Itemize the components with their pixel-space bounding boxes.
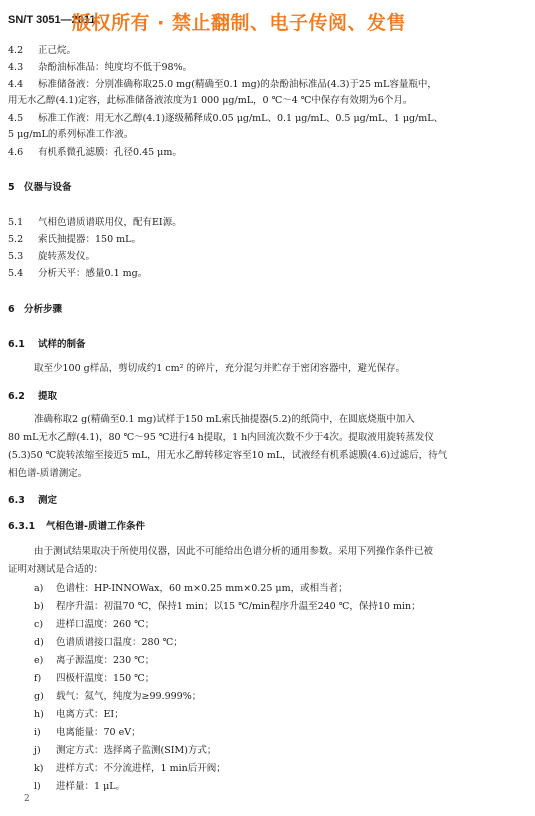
- page-number: 2: [24, 794, 30, 804]
- clause-4-2: 4.2 正己烷。: [8, 45, 77, 56]
- clause-5-2: 5.2 索氏抽提器：150 mL。: [8, 234, 141, 245]
- clause-5-1: 5.1 气相色谱质谱联用仪，配有EI源。: [8, 217, 182, 228]
- condition-item: j) 测定方式：选择离子监测(SIM)方式；: [34, 745, 217, 756]
- copyright-watermark: 版权所有 · 禁止翻制、电子传阅、发售: [72, 12, 406, 34]
- condition-item: c) 进样口温度：260 ℃；: [34, 619, 155, 630]
- standard-number: SN/T 3051—2011: [8, 14, 96, 26]
- section-6-3-heading: 6.3 测定: [8, 495, 58, 506]
- condition-item: h) 电离方式：EI；: [34, 709, 124, 720]
- clause-4-5: 4.5 标准工作液：用无水乙醇(4.1)逐级稀释成0.05 μg/mL、0.1 μg/mL、0.5 μg/mL、1 μg/mL、: [8, 113, 444, 124]
- clause-4-4-cont: 用无水乙醇(4.1)定容，此标准储备液浓度为1 000 μg/mL，0 ℃～4 ℃中保存有效期为6个月。: [8, 95, 413, 106]
- section-6-2-heading: 6.2 提取: [8, 391, 58, 402]
- clause-4-3: 4.3 杂酚油标准品：纯度均不低于98%。: [8, 62, 193, 73]
- section-6-2-line-3: (5.3)50 ℃旋转浓缩至接近5 mL，用无水乙醇转移定容至10 mL，试液经有机系滤膜(4.6)过滤后，待气: [8, 450, 448, 461]
- section-6-2-line-1: 准确称取2 g(精确至0.1 mg)试样于150 mL索氏抽提器(5.2)的纸筒中，在圆底烧瓶中加入: [34, 414, 415, 425]
- section-6-1-heading: 6.1 试样的制备: [8, 339, 86, 350]
- condition-item: l) 进样量：1 μL。: [34, 781, 126, 792]
- condition-item: e) 离子源温度：230 ℃；: [34, 655, 155, 666]
- section-6-2-line-2: 80 mL无水乙醇(4.1)，80 ℃～95 ℃进行4 h提取，1 h内回流次数不少于4次。提取液用旋转蒸发仪: [8, 432, 434, 443]
- section-6-heading: 6 分析步骤: [8, 304, 63, 315]
- condition-item: k) 进样方式：不分流进样，1 min后开阀；: [34, 763, 226, 774]
- clause-5-3: 5.3 旋转蒸发仪。: [8, 251, 96, 262]
- section-6-3-1-heading: 6.3.1 气相色谱-质谱工作条件: [8, 521, 145, 532]
- condition-item: f) 四极杆温度：150 ℃；: [34, 673, 155, 684]
- clause-4-4: 4.4 标准储备液：分别准确称取25.0 mg(精确至0.1 mg)的杂酚油标准品(4.3)于25 mL容量瓶中，: [8, 79, 437, 90]
- section-6-3-1-intro-2: 证明对测试是合适的：: [8, 564, 104, 575]
- condition-item: g) 载气：氦气，纯度为≥99.999%；: [34, 691, 202, 702]
- condition-item: i) 电离能量：70 eV；: [34, 727, 141, 738]
- section-5-heading: 5 仪器与设备: [8, 182, 72, 193]
- clause-5-4: 5.4 分析天平：感量0.1 mg。: [8, 268, 148, 279]
- condition-item: a) 色谱柱：HP-INNOWax，60 m×0.25 mm×0.25 μm，或相当者；: [34, 583, 348, 594]
- condition-item: b) 程序升温：初温70 ℃，保持1 min；以15 ℃/min程序升温至240 ℃，保持10 min；: [34, 601, 421, 612]
- section-6-1-paragraph: 取至少100 g样品，剪切成约1 cm² 的碎片，充分混匀并贮存于密闭容器中，避光保存。: [34, 363, 405, 374]
- clause-4-6: 4.6 有机系微孔滤膜：孔径0.45 μm。: [8, 147, 182, 158]
- section-6-3-1-intro-1: 由于测试结果取决于所使用仪器，因此不可能给出色谱分析的通用参数。采用下列操作条件已被: [34, 546, 434, 557]
- section-6-2-line-4: 相色谱-质谱测定。: [8, 468, 88, 479]
- page-header: [8, 8, 528, 38]
- clause-4-5-cont: 5 μg/mL的系列标准工作液。: [8, 129, 134, 140]
- condition-item: d) 色谱质谱接口温度：280 ℃；: [34, 637, 183, 648]
